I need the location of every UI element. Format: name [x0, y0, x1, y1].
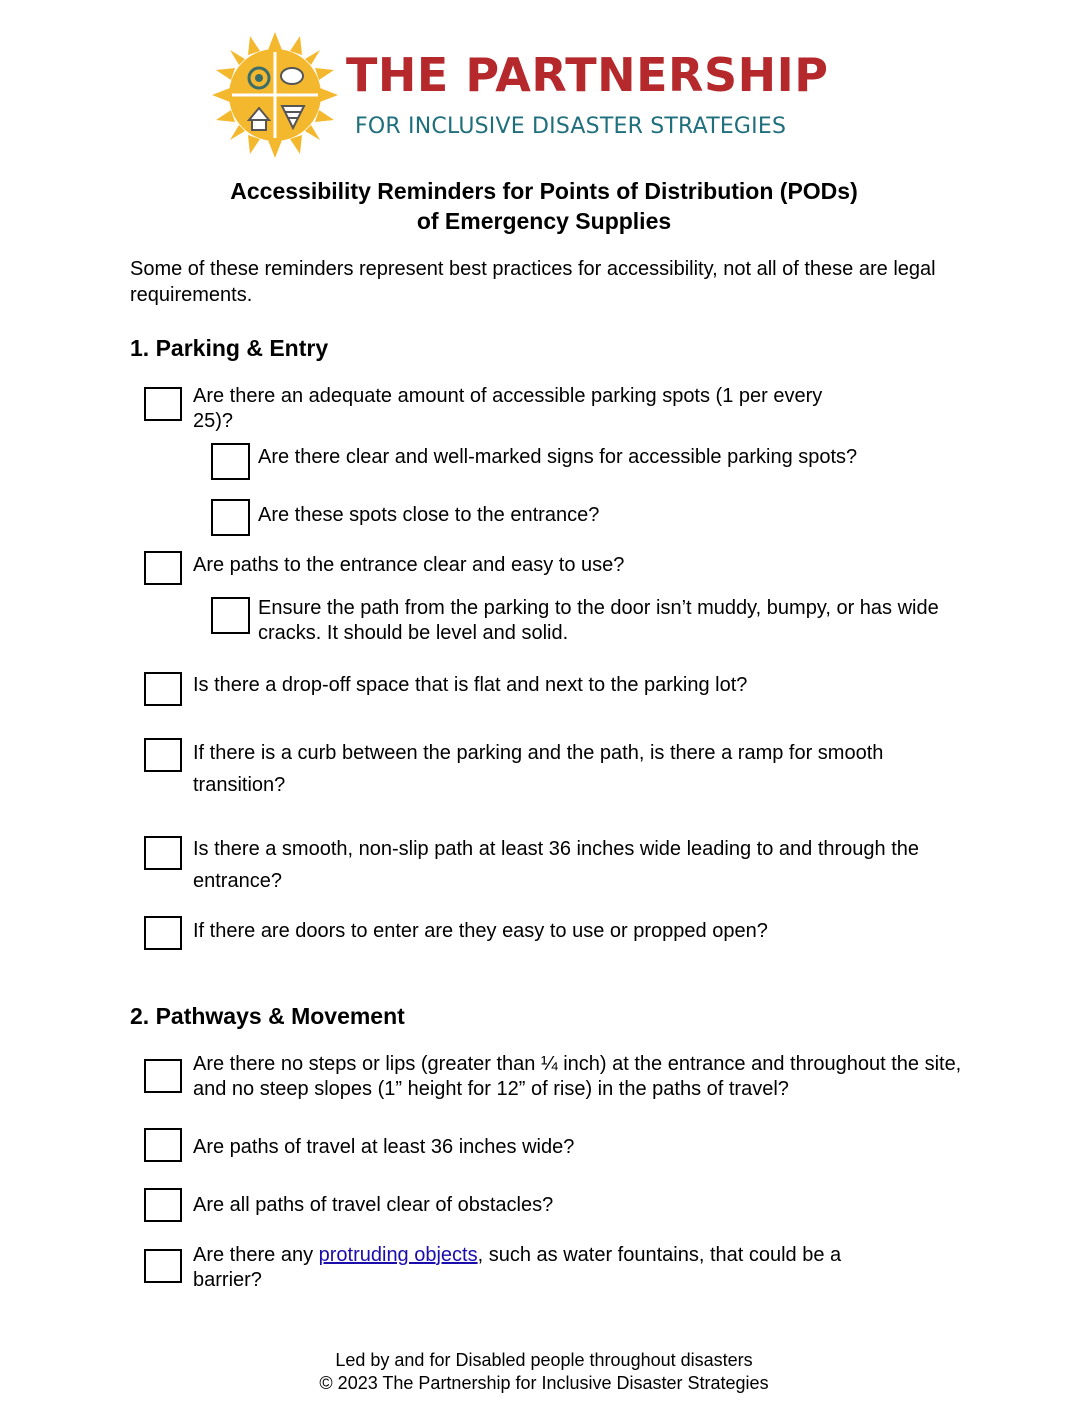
brand-title: THE PARTNERSHIP [346, 48, 829, 102]
checklist-item: If there are doors to enter are they easy to use or propped open? [193, 920, 768, 942]
checklist-subitem: Are there clear and well-marked signs for accessible parking spots? [258, 446, 858, 468]
checkbox[interactable] [211, 597, 250, 634]
checklist-item: Are paths to the entrance clear and easy to use? [193, 554, 625, 576]
checklist-item: Are all paths of travel clear of obstacles? [193, 1194, 554, 1216]
checklist-item: If there is a curb between the parking and the path, is there a ramp for smooth transition? [193, 742, 884, 796]
checkbox[interactable] [211, 499, 250, 536]
checklist-item: Is there a drop-off space that is flat and next to the parking lot? [193, 674, 748, 696]
checklist-item [193, 1243, 913, 1293]
section-heading-pathways-movement: 2. Pathways & Movement [130, 1003, 405, 1029]
document-title-line2: of Emergency Supplies [416, 208, 672, 234]
checkbox[interactable] [144, 1059, 182, 1093]
brand-subtitle: FOR INCLUSIVE DISASTER STRATEGIES [355, 114, 787, 139]
partnership-logo-icon [212, 32, 338, 158]
checkbox[interactable] [144, 672, 182, 706]
checkbox[interactable] [144, 738, 182, 772]
checkbox[interactable] [144, 916, 182, 950]
checklist-item: Are there no steps or lips (greater than ¼ inch) at the entrance and throughout the site, and no steep slopes (1” height for 12” of rise) in the paths of travel? [193, 1053, 962, 1100]
checklist-subitem: Ensure the path from the parking to the door isn’t muddy, bumpy, or has wide cracks. It should be level and solid. [258, 597, 939, 644]
checkbox[interactable] [144, 1249, 182, 1283]
checkbox[interactable] [144, 1188, 182, 1222]
checkbox[interactable] [144, 1128, 182, 1162]
checkbox[interactable] [211, 443, 250, 480]
checklist-item: Are there an adequate amount of accessible parking spots (1 per every 25)? [193, 385, 823, 432]
checklist-subitem: Are these spots close to the entrance? [258, 504, 600, 526]
footer-copyright: © 2023 The Partnership for Inclusive Disaster Strategies [319, 1373, 769, 1393]
section-heading-parking-entry: 1. Parking & Entry [130, 335, 329, 361]
footer-tagline: Led by and for Disabled people throughout disasters [335, 1350, 753, 1370]
checklist-item: Are paths of travel at least 36 inches wide? [193, 1136, 575, 1158]
protruding-objects-link[interactable]: protruding objects [318, 1244, 478, 1266]
checkbox[interactable] [144, 836, 182, 870]
document-title-line1: Accessibility Reminders for Points of Distribution (PODs) [230, 178, 858, 204]
checkbox[interactable] [144, 387, 182, 421]
intro-text: Some of these reminders represent best practices for accessibility, not all of these are legal requirements. [130, 258, 936, 306]
checkbox[interactable] [144, 551, 182, 585]
checklist-item: Is there a smooth, non-slip path at least 36 inches wide leading to and through the entrance? [193, 838, 920, 892]
item-text-before-link: Are there any [193, 1244, 319, 1266]
item-text-after-link: , such as water fountains, that could be a barrier? [193, 1244, 842, 1291]
